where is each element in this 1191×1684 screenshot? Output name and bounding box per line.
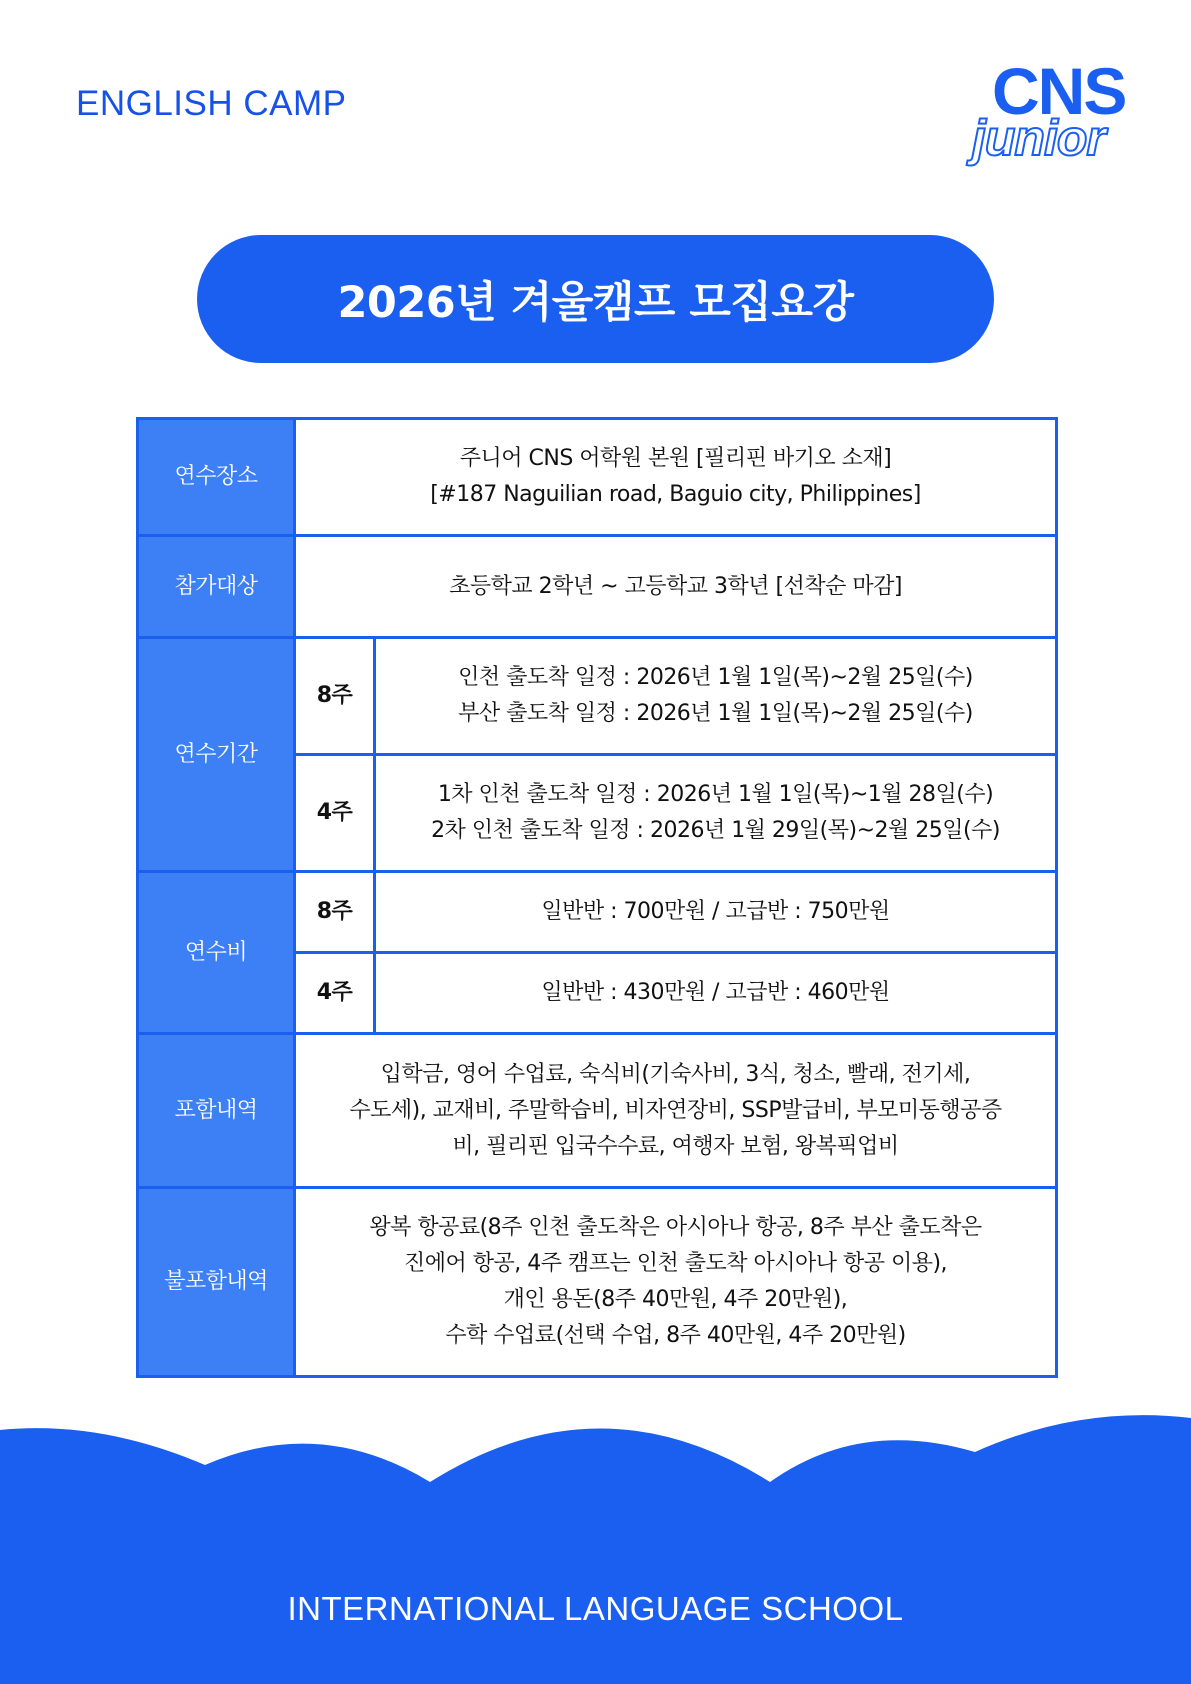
fee-8w-cell: 일반반 : 700만원 / 고급반 : 750만원 <box>375 872 1057 953</box>
table-row-location <box>138 419 1057 536</box>
target-cell <box>295 536 1057 638</box>
location-cell <box>295 419 1057 536</box>
included-line-3: 비, 필리핀 입국수수료, 여행자 보험, 왕복픽업비 <box>452 1133 899 1159</box>
table-row-target <box>138 536 1057 638</box>
logo-junior-text: junior <box>972 110 1105 166</box>
header-included: 포함내역 <box>138 1034 295 1188</box>
period-4w-line-2: 2차 인천 출도착 일정 : 2026년 1월 29일(목)~2월 25일(수) <box>431 818 1000 843</box>
excluded-line-4: 수학 수업료(선택 수업, 8주 40만원, 4주 20만원) <box>445 1323 906 1348</box>
period-weeks-4: 4주 <box>295 755 375 872</box>
included-cell <box>295 1034 1057 1188</box>
header-fee: 연수비 <box>138 872 295 1034</box>
period-8w-line-1: 인천 출도착 일정 : 2026년 1월 1일(목)~2월 25일(수) <box>458 665 973 690</box>
fee-4w-cell: 일반반 : 430만원 / 고급반 : 460만원 <box>375 953 1057 1034</box>
location-line-1: 주니어 CNS 어학원 본원 [필리핀 바기오 소재] <box>459 446 892 471</box>
cns-junior-logo <box>966 54 1126 178</box>
period-8w-cell <box>375 638 1057 755</box>
location-line-2: [#187 Naguilian road, Baguio city, Philippines] <box>430 482 921 507</box>
footer-waves <box>0 1400 1191 1684</box>
included-line-1: 입학금, 영어 수업료, 숙식비(기숙사비, 3식, 청소, 빨래, 전기세, <box>380 1061 971 1087</box>
period-4w-line-1: 1차 인천 출도착 일정 : 2026년 1월 1일(목)~1월 28일(수) <box>437 782 994 807</box>
fee-weeks-4: 4주 <box>295 953 375 1034</box>
info-table <box>136 417 1058 1378</box>
header-location: 연수장소 <box>138 419 295 536</box>
target-line-1: 초등학교 2학년 ~ 고등학교 3학년 [선착순 마감] <box>449 573 902 599</box>
title-banner <box>197 235 994 363</box>
table-row-included <box>138 1034 1057 1188</box>
table-row-excluded <box>138 1188 1057 1377</box>
footer-school-name: INTERNATIONAL LANGUAGE SCHOOL <box>287 1590 904 1627</box>
period-4w-cell <box>375 755 1057 872</box>
excluded-line-1: 왕복 항공료(8주 인천 출도착은 아시아나 항공, 8주 부산 출도착은 <box>369 1215 982 1240</box>
period-8w-line-2: 부산 출도착 일정 : 2026년 1월 1일(목)~2월 25일(수) <box>458 701 973 726</box>
excluded-line-3: 개인 용돈(8주 40만원, 4주 20만원), <box>503 1287 848 1312</box>
excluded-line-2: 진에어 항공, 4주 캠프는 인천 출도착 아시아나 항공 이용), <box>403 1251 948 1276</box>
header-excluded: 불포함내역 <box>138 1188 295 1377</box>
page-title: 2026년 겨울캠프 모집요강 <box>337 277 854 328</box>
fee-weeks-8: 8주 <box>295 872 375 953</box>
table-row-period-8w <box>138 638 1057 755</box>
logo-cns-text: CNS <box>992 54 1126 128</box>
excluded-cell <box>295 1188 1057 1377</box>
period-weeks-8: 8주 <box>295 638 375 755</box>
header-period: 연수기간 <box>138 638 295 872</box>
header-target: 참가대상 <box>138 536 295 638</box>
camp-label: ENGLISH CAMP <box>76 84 347 123</box>
table-row-fee-8w <box>138 872 1057 953</box>
included-line-2: 수도세), 교재비, 주말학습비, 비자연장비, SSP발급비, 부모미동행공증 <box>349 1097 1002 1123</box>
